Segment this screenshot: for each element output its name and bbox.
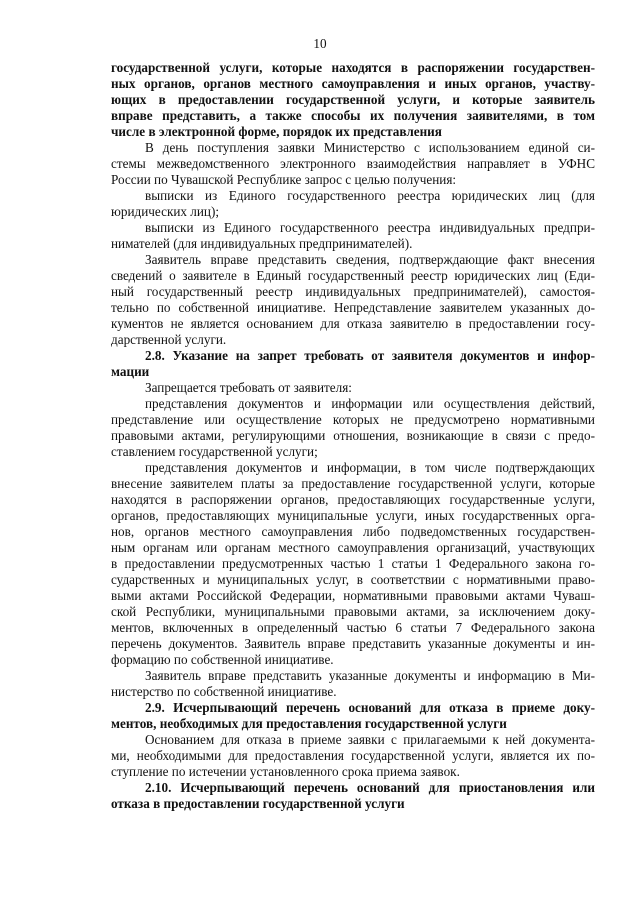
document-body (111, 60, 595, 812)
text-line: дарственной услуги. (111, 332, 227, 347)
text-line: выписки из Единого государственного реестра индивидуальных предпри- (145, 220, 595, 235)
heading-line: ментов, необходимых для предоставления государственной услуги (111, 716, 507, 731)
text-line: нимателей (для индивидуальных предпринимателей). (111, 236, 413, 251)
text-line: Запрещается требовать от заявителя: (145, 380, 352, 395)
text-line: сведений о заявителе в Единый государственный реестр юридических лиц (Еди- (111, 268, 595, 283)
heading-line: отказа в предоставлении государственной услуги (111, 796, 405, 811)
text-line: органов, предоставляющих муниципальные услуги, иных государственных орга- (111, 508, 595, 523)
heading-line: 2.8. Указание на запрет требовать от заявителя документов и инфор- (145, 348, 595, 363)
text-line: стемы межведомственного электронного взаимодействия направляет в УФНС (111, 156, 595, 171)
heading-line: вправе представить, а также способы их получения заявителями, в том (111, 108, 595, 123)
text-line: ставлением государственной услуги; (111, 444, 318, 459)
page-number: 10 (313, 36, 327, 51)
text-line: тельно по собственной инициативе. Непредставление заявителем указанных до- (111, 300, 595, 315)
text-line: Основанием для отказа в приеме заявки с прилагаемыми к ней документа- (145, 732, 595, 747)
heading-line: 2.9. Исчерпывающий перечень оснований для отказа в приеме доку- (145, 700, 595, 715)
text-line: выписки из Единого государственного реестра юридических лиц (для (145, 188, 595, 203)
text-line: ный государственный реестр индивидуальных предпринимателей), самостоя- (111, 284, 595, 299)
text-line: нов, органов местного самоуправления либо подведомственных государствен- (111, 524, 595, 539)
heading-line: числе в электронной форме, порядок их представления (111, 124, 442, 139)
heading-line: 2.10. Исчерпывающий перечень оснований для приостановления или (145, 780, 595, 795)
text-line: в предоставлении предусмотренных частью 1 статьи 1 Федерального закона го- (111, 556, 595, 571)
text-line: Заявитель вправе представить указанные документы и информацию в Ми- (145, 668, 595, 683)
text-line: ступление по истечении установленного срока приема заявок. (111, 764, 460, 779)
heading-line: мации (111, 364, 150, 379)
text-line: нистерство по собственной инициативе. (111, 684, 337, 699)
text-line: формацию по собственной инициативе. (111, 652, 334, 667)
text-line: кументов не является основанием для отказа заявителю в предоставлении госу- (111, 316, 595, 331)
text-line: перечень документов. Заявитель вправе представить указанные документы и ин- (111, 636, 595, 651)
text-line: выми актами Российской Федерации, нормативными правовыми актами Чуваш- (111, 588, 595, 603)
text-line: ской Республики, муниципальными правовыми актами, за исключением доку- (111, 604, 595, 619)
text-line: сударственных и муниципальных услуг, в соответствии с нормативными право- (111, 572, 595, 587)
text-line: правовыми актами, регулирующими отношения, возникающие в связи с предо- (111, 428, 595, 443)
text-line: представления документов и информации или осуществления действий, (145, 396, 595, 411)
text-line: внесение заявителем платы за предоставление государственной услуги, которые (111, 476, 595, 491)
text-line: представление или осуществление которых не предусмотрено нормативными (111, 412, 595, 427)
text-line: ми, необходимыми для предоставления государственной услуги, является их по- (111, 748, 595, 763)
text-line: юридических лиц); (111, 204, 220, 219)
text-line: В день поступления заявки Министерство с использованием единой си- (145, 140, 595, 155)
heading-line: ных органов, органов местного самоуправления и иных органов, участву- (111, 76, 595, 91)
heading-line: государственной услуги, которые находятся в распоряжении государствен- (111, 60, 595, 75)
text-line: Заявитель вправе представить сведения, подтверждающие факт внесения (145, 252, 595, 267)
text-line: находятся в распоряжении органов, предоставляющих государственные услуги, (111, 492, 595, 507)
heading-line: ющих в предоставлении государственной услуги, и которые заявитель (111, 92, 595, 107)
text-line: ным органам или органам местного самоуправления организаций, участвующих (111, 540, 595, 555)
text-line: представления документов и информации, в том числе подтверждающих (145, 460, 595, 475)
text-line: ментов, включенных в определенный частью 6 статьи 7 Федерального закона (111, 620, 595, 635)
text-line: России по Чувашской Республике запрос с целью получения: (111, 172, 457, 187)
